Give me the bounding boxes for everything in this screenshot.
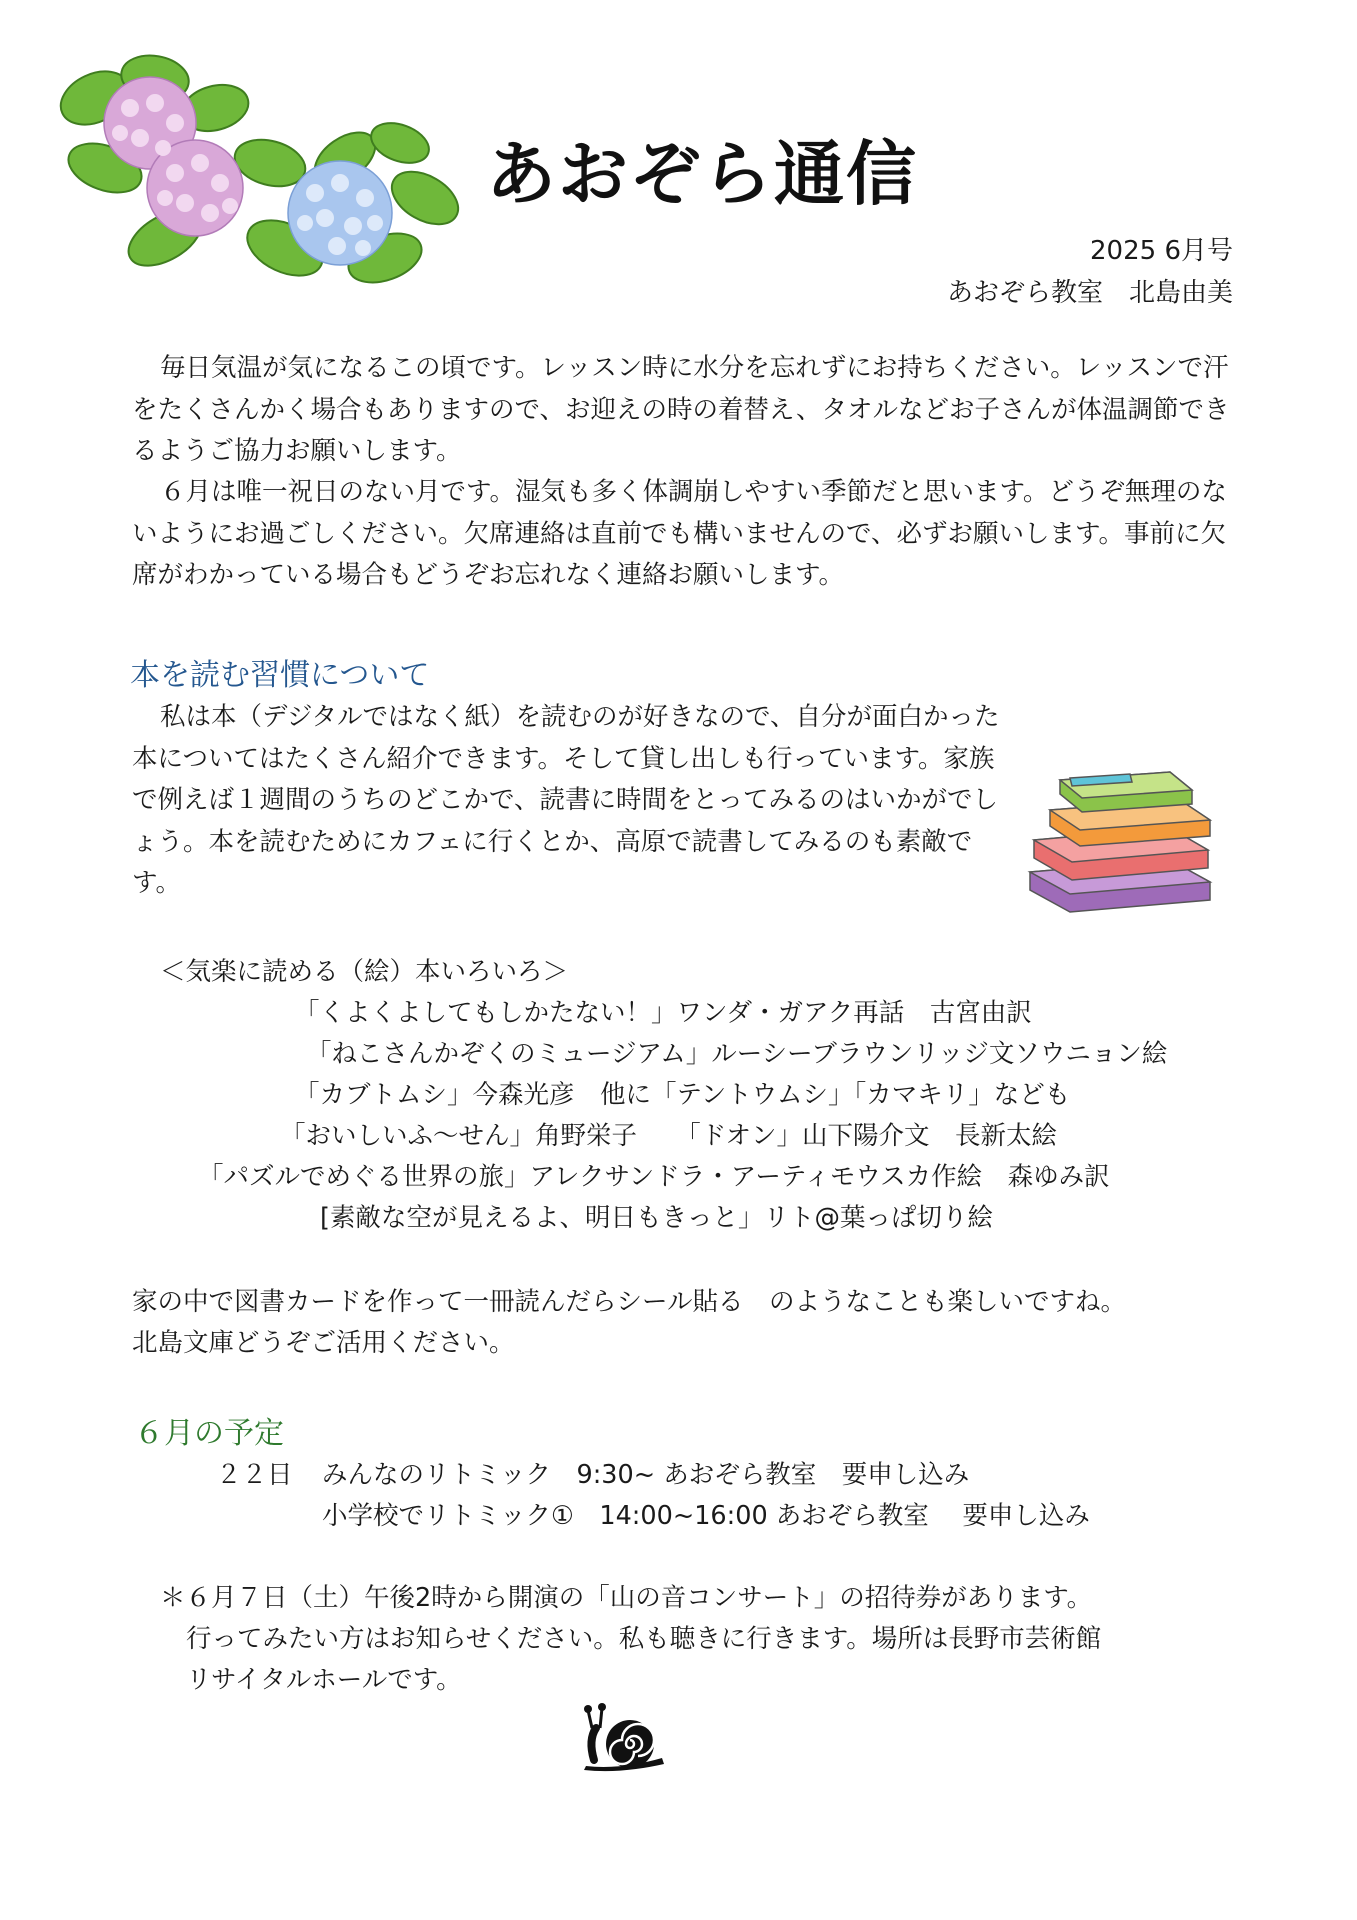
schedule-event: みんなのリトミック 9:30~ あおぞら教室 要申し込み [322, 1460, 970, 1490]
book-item: 「パズルでめぐる世界の旅」アレクサンドラ・アーティモウスカ作絵 森ゆみ訳 [198, 1162, 1110, 1192]
book-item: [素敵な空が見えるよ、明日もきっと」リト@葉っぱ切り絵 [320, 1203, 993, 1233]
schedule-event: 小学校でリトミック① 14:00~16:00 あおぞら教室 要申し込み [322, 1501, 1090, 1531]
schedule-heading: ６月の予定 [134, 1416, 284, 1451]
intro-paragraph-2: ６月は唯一祝日のない月です。湿気も多く体調崩しやすい季節だと思います。どうぞ無理のないようにお過ごしください。欠席連絡は直前でも構いませんので、必ずお願いします。事前に欠席がわかっている場合もどうぞお忘れなく連絡お願いします。 [132, 477, 1227, 590]
book-item: 「くよくよしてもしかたない！」ワンダ・ガアク再話 古宮由訳 [294, 998, 1032, 1028]
author-line: あおぞら教室 北島由美 [946, 278, 1233, 308]
reading-heading: 本を読む習慣について [130, 658, 430, 693]
schedule-date: ２２日 [216, 1460, 293, 1490]
reading-paragraph: 私は本（デジタルではなく紙）を読むのが好きなので、自分が面白かった本についてはたくさん紹介できます。そして貸し出しも行っています。家族で例えば１週間のうちのどこかで、読書に時間をとってみるのはいかがでしょう。本を読むためにカフェに行くとか、高原で読書してみるのも素敵です。 [132, 702, 1000, 898]
snail-illustration [580, 1700, 670, 1772]
book-list-title: ＜気楽に読める（絵）本いろいろ＞ [160, 957, 569, 987]
book-stack-illustration [1020, 762, 1220, 917]
reading-closing-2: 北島文庫どうぞご活用ください。 [132, 1328, 515, 1358]
book-item: 「カブトムシ」今森光彦 他に「テントウムシ」「カマキリ」なども [294, 1080, 1071, 1110]
book-item: 「おいしいふ〜せん」角野栄子 「ドオン」山下陽介文 長新太絵 [280, 1121, 1057, 1151]
intro-paragraph-1: 毎日気温が気になるこの頃です。レッスン時に水分を忘れずにお持ちください。レッスンで汗をたくさんかく場合もありますので、お迎えの時の着替え、タオルなどお子さんが体温調節できるようご協力お願いします。 [132, 353, 1230, 466]
book-item: 「ねこさんかぞくのミュージアム」ルーシーブラウンリッジ文ソウニョン絵 [306, 1039, 1168, 1069]
hydrangea-illustration [55, 48, 465, 298]
reading-closing-1: 家の中で図書カードを作って一冊読んだらシール貼る のようなことも楽しいですね。 [132, 1287, 1126, 1317]
concert-notice-line: ＊６月７日（土）午後2時から開演の「山の音コンサート」の招待券があります。 [160, 1583, 1093, 1613]
concert-notice-line: 行ってみたい方はお知らせください。私も聴きに行きます。場所は長野市芸術館 [186, 1624, 1102, 1654]
concert-notice-line: リサイタルホールです。 [186, 1665, 462, 1695]
newsletter-title: あおぞら通信 [486, 133, 918, 215]
issue-date: 2025 6月号 [1090, 236, 1233, 266]
